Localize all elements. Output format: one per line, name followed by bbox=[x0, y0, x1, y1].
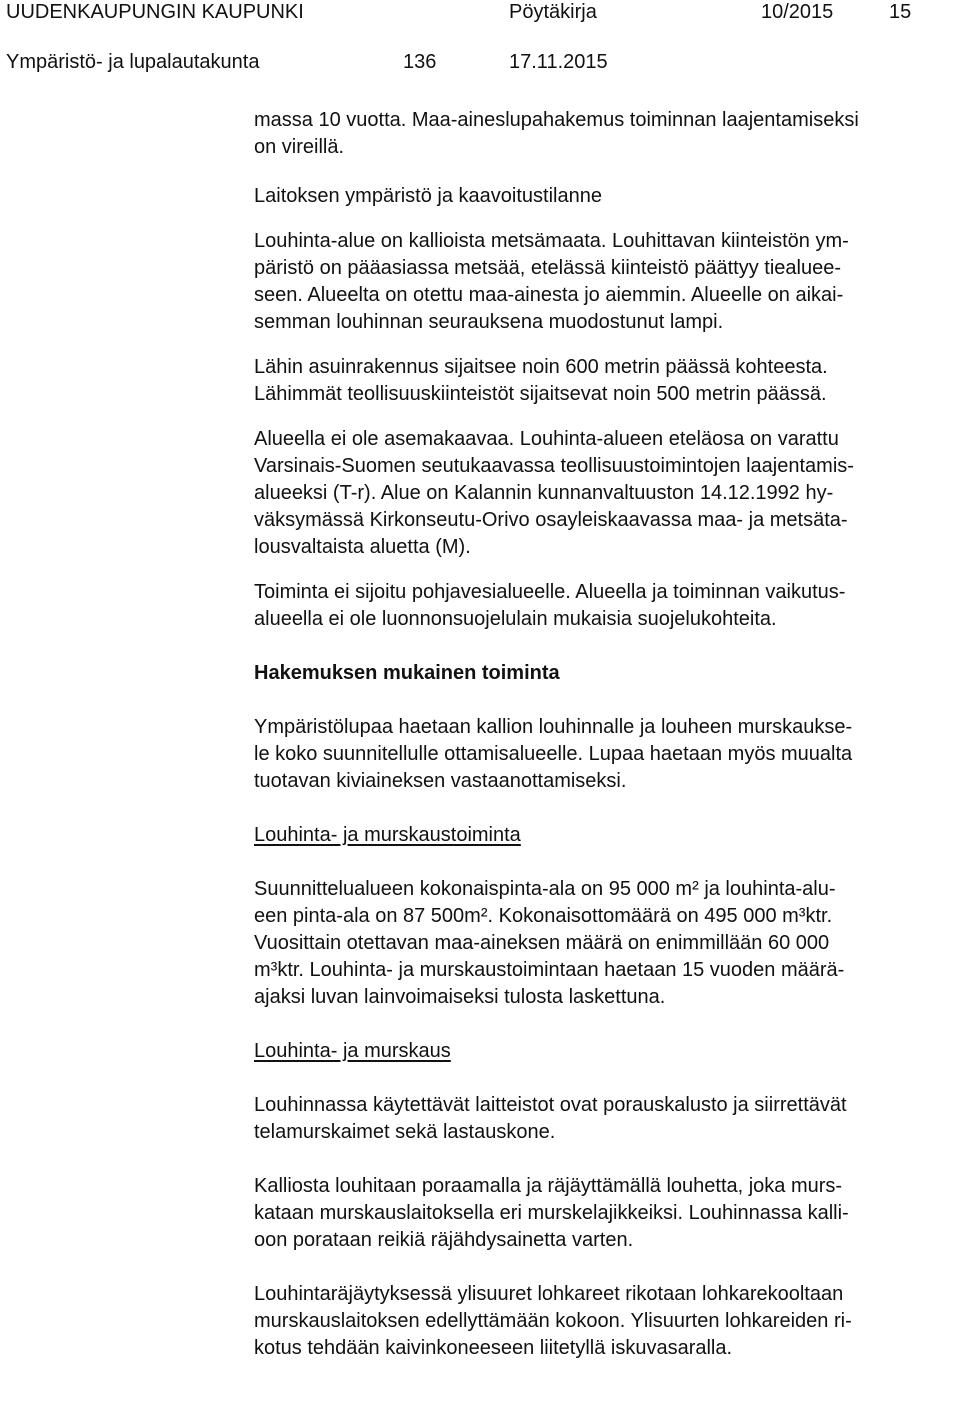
text-line: Lähin asuinrakennus sijaitsee noin 600 metrin päässä kohteesta. bbox=[254, 356, 828, 378]
text-line: on vireillä. bbox=[254, 136, 345, 158]
text-line: seen. Alueelta on otettu maa-ainesta jo aiemmin. Alueelle on aikai- bbox=[254, 284, 844, 306]
meeting-date: 17.11.2015 bbox=[509, 51, 608, 73]
section-number: 136 bbox=[403, 51, 437, 73]
text-line: päristö on pääasiassa metsää, etelässä kiinteistö päättyy tiealuee- bbox=[254, 257, 842, 279]
text-line: Louhintaräjäytyksessä ylisuuret lohkareet rikotaan lohkarekooltaan bbox=[254, 1283, 844, 1305]
text-line: Ympäristölupaa haetaan kallion louhinnalle ja louheen murskaukse- bbox=[254, 716, 853, 738]
text-line: väksymässä Kirkonseutu-Orivo osayleiskaavassa maa- ja metsäta- bbox=[254, 509, 848, 531]
document-body bbox=[254, 107, 944, 1362]
text-line: oon porataan reikiä räjähdysainetta varten. bbox=[254, 1229, 634, 1251]
text-line: Toiminta ei sijoitu pohjavesialueelle. Alueella ja toiminnan vaikutus- bbox=[254, 581, 846, 603]
text-line: Louhinta-alue on kallioista metsämaata. Louhittavan kiinteistön ym- bbox=[254, 230, 849, 252]
paragraph bbox=[254, 107, 944, 161]
committee-name: Ympäristö- ja lupalautakunta bbox=[6, 51, 260, 73]
text-line: lousvaltaista aluetta (M). bbox=[254, 536, 471, 558]
text-line: Suunnittelualueen kokonaispinta-ala on 95 000 m² ja louhinta-alu- bbox=[254, 878, 836, 900]
organization-name: UUDENKAUPUNGIN KAUPUNKI bbox=[6, 1, 304, 23]
subheading-louhinta-murskaustoiminta: Louhinta- ja murskaustoiminta bbox=[254, 824, 521, 846]
paragraph bbox=[254, 426, 944, 561]
text-line: massa 10 vuotta. Maa-aineslupahakemus toiminnan laajentamiseksi bbox=[254, 109, 859, 131]
text-line: alueella ei ole luonnonsuojelulain mukaisia suojelukohteita. bbox=[254, 608, 777, 630]
text-line: kotus tehdään kaivinkoneeseen liitetyllä iskuvasaralla. bbox=[254, 1337, 733, 1359]
document-type: Pöytäkirja bbox=[509, 1, 597, 23]
text-line: ajaksi luvan lainvoimaiseksi tulosta laskettuna. bbox=[254, 986, 666, 1008]
subheading-louhinta-murskaus: Louhinta- ja murskaus bbox=[254, 1040, 451, 1062]
text-line: telamurskaimet sekä lastauskone. bbox=[254, 1121, 556, 1143]
section-heading-hakemus: Hakemuksen mukainen toiminta bbox=[254, 662, 560, 684]
text-line: een pinta-ala on 87 500m². Kokonaisottomäärä on 495 000 m³ktr. bbox=[254, 905, 833, 927]
paragraph bbox=[254, 579, 944, 633]
paragraph bbox=[254, 354, 944, 408]
text-line: semman louhinnan seurauksena muodostunut lampi. bbox=[254, 311, 724, 333]
paragraph bbox=[254, 1173, 944, 1254]
text-line: Kalliosta louhitaan poraamalla ja räjäyttämällä louhetta, joka murs- bbox=[254, 1175, 843, 1197]
text-line: Louhinnassa käytettävät laitteistot ovat porauskalusto ja siirrettävät bbox=[254, 1094, 847, 1116]
text-line: Vuosittain otettavan maa-aineksen määrä on enimmillään 60 000 bbox=[254, 932, 830, 954]
paragraph bbox=[254, 876, 944, 1011]
text-line: le koko suunnitellulle ottamisalueelle. Lupaa haetaan myös muualta bbox=[254, 743, 853, 765]
text-line: kataan murskauslaitoksella eri murskelajikkeiksi. Louhinnassa kalli- bbox=[254, 1202, 849, 1224]
text-line: Lähimmät teollisuuskiinteistöt sijaitsevat noin 500 metrin päässä. bbox=[254, 383, 827, 405]
paragraph bbox=[254, 1281, 944, 1362]
document-number: 10/2015 bbox=[761, 1, 834, 23]
text-line: tuotavan kiviaineksen vastaanottamiseksi. bbox=[254, 770, 627, 792]
text-line: murskauslaitoksen edellyttämään kokoon. Ylisuurten lohkareiden ri- bbox=[254, 1310, 852, 1332]
text-line: Varsinais-Suomen seutukaavassa teollisuustoimintojen laajentamis- bbox=[254, 455, 854, 477]
paragraph bbox=[254, 1092, 944, 1146]
text-line: alueeksi (T-r). Alue on Kalannin kunnanvaltuuston 14.12.1992 hy- bbox=[254, 482, 834, 504]
paragraph bbox=[254, 228, 944, 336]
text-line: Alueella ei ole asemakaavaa. Louhinta-alueen eteläosa on varattu bbox=[254, 428, 839, 450]
page-number: 15 bbox=[889, 1, 912, 23]
text-line: m³ktr. Louhinta- ja murskaustoimintaan haetaan 15 vuoden määrä- bbox=[254, 959, 845, 981]
paragraph bbox=[254, 714, 944, 795]
section-heading-laitos: Laitoksen ympäristö ja kaavoitustilanne bbox=[254, 185, 602, 207]
